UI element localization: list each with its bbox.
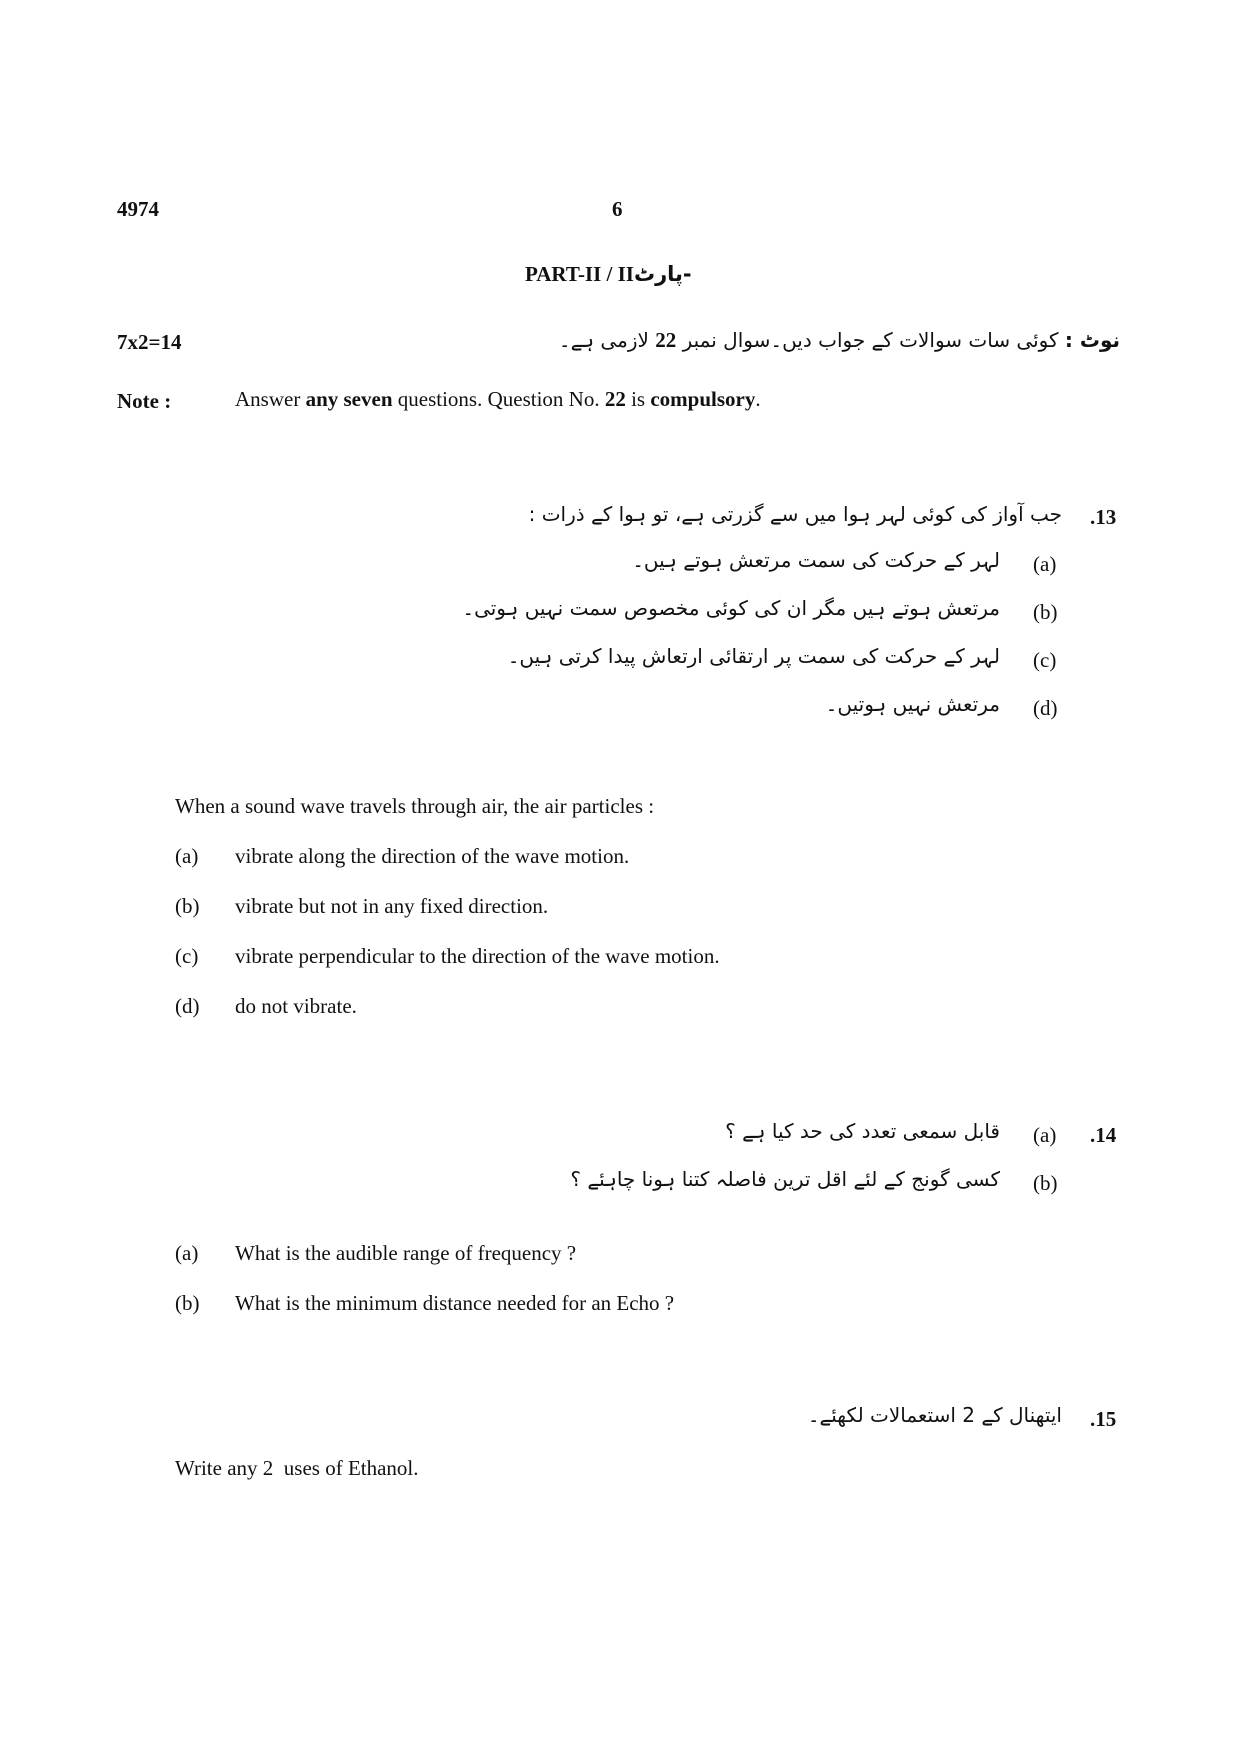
q13-en-option-b: vibrate but not in any fixed direction.	[235, 894, 549, 918]
q13-ur-option-a: لہر کے حرکت کی سمت مرتعش ہوتے ہیں۔	[632, 548, 1000, 572]
note-urdu	[559, 328, 1120, 353]
part-title-en: PART-II / II	[525, 262, 634, 286]
q14-en-part-b: What is the minimum distance needed for an Echo ?	[235, 1291, 675, 1315]
q13-ur-option-a-label: (a)	[1033, 552, 1057, 576]
q13-en-option-c: vibrate perpendicular to the direction of the wave motion.	[235, 944, 720, 968]
note-en-label: Note :	[117, 389, 172, 413]
q13-ur-option-d-label: (d)	[1033, 696, 1058, 720]
q14-ur-part-a: قابل سمعی تعدد کی حد کیا ہے ؟	[725, 1119, 1000, 1143]
note-en-p1: Answer	[235, 387, 306, 411]
note-en-p2: questions. Question No.	[392, 387, 605, 411]
note-en-b1: any seven	[305, 387, 393, 411]
q13-number: .13	[1090, 505, 1117, 529]
q14-number: .14	[1090, 1123, 1117, 1147]
q13-ur-option-b-label: (b)	[1033, 600, 1058, 624]
note-urdu-number: 22	[655, 328, 677, 352]
q14-en-part-a: What is the audible range of frequency ?	[235, 1241, 577, 1265]
q15-ur-text: ایتھنال کے 2 استعمالات لکھئے۔	[807, 1403, 1062, 1427]
q13-ur-option-d: مرتعش نہیں ہوتیں۔	[825, 692, 1000, 716]
part-title	[525, 262, 692, 287]
note-en-b3: compulsory	[650, 387, 756, 411]
q15-en-text: Write any 2 uses of Ethanol.	[175, 1456, 419, 1480]
note-urdu-text-after: لازمی ہے۔	[558, 328, 649, 352]
note-en-p4: .	[755, 387, 761, 411]
q13-ur-option-b: مرتعش ہوتے ہیں مگر ان کی کوئی مخصوص سمت نہیں ہوتی۔	[462, 596, 1000, 620]
q13-ur-stem: جب آواز کی کوئی لہر ہوا میں سے گزرتی ہے، تو ہوا کے ذرات :	[528, 502, 1062, 526]
q14-ur-part-b-label: (b)	[1033, 1171, 1058, 1195]
note-urdu-text-before: کوئی سات سوالات کے جواب دیں۔سوال نمبر	[682, 328, 1059, 352]
q13-en-option-c-label: (c)	[175, 944, 199, 968]
q13-en-option-d-label: (d)	[175, 994, 200, 1018]
part-title-ur: -پارٹ	[633, 262, 692, 286]
q14-en-part-a-label: (a)	[175, 1241, 199, 1265]
q14-en-part-b-label: (b)	[175, 1291, 200, 1315]
q13-ur-option-c: لہر کے حرکت کی سمت پر ارتقائی ارتعاش پیدا کرتی ہیں۔	[507, 644, 1000, 668]
q13-ur-option-c-label: (c)	[1033, 648, 1057, 672]
note-en-text	[235, 389, 761, 410]
note-en-b2: 22	[604, 387, 626, 411]
q13-en-option-d: do not vibrate.	[235, 994, 357, 1018]
q13-en-stem: When a sound wave travels through air, the air particles :	[175, 794, 655, 818]
marks: 7x2=14	[117, 330, 182, 354]
q13-en-option-a-label: (a)	[175, 844, 199, 868]
note-en-p3: is	[625, 387, 651, 411]
q13-en-option-b-label: (b)	[175, 894, 200, 918]
page-number: 6	[612, 197, 623, 221]
note-urdu-label: نوٹ :	[1064, 328, 1120, 352]
q13-en-option-a: vibrate along the direction of the wave motion.	[235, 844, 630, 868]
q14-ur-part-a-label: (a)	[1033, 1123, 1057, 1147]
q15-number: .15	[1090, 1407, 1117, 1431]
q14-ur-part-b: کسی گونج کے لئے اقل ترین فاصلہ کتنا ہونا چاہئے ؟	[570, 1167, 1000, 1191]
paper-code: 4974	[117, 197, 159, 221]
